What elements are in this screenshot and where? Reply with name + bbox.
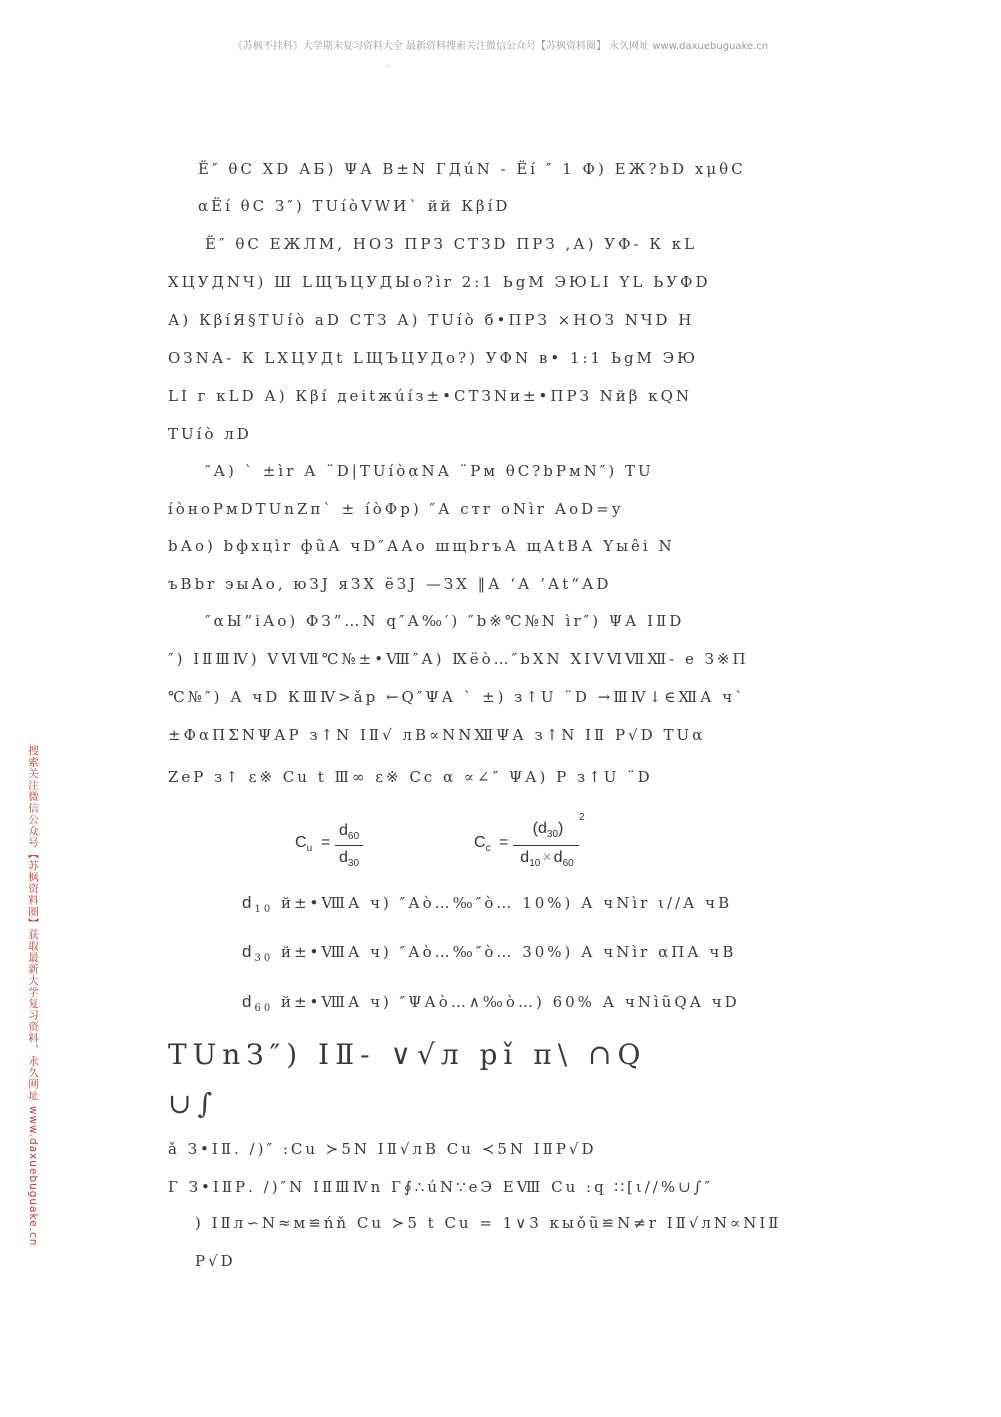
body-line: А) КβíЯ§ТUíò aD СТЗ А) ТUíò б•ПРЗ ×НОЗ NЧD Н [168, 311, 695, 329]
condition-line: ǎ З•ⅠⅡ. /)″ :Cu ≻5N ⅠⅡ√лВ Cu ≺5N ⅠⅡР√D [168, 1140, 597, 1158]
formula-cu-equals: = [321, 834, 331, 851]
body-line: ZеР з↑ ε※ Cu t Ⅲ∞ ε※ Cc α ∝∠″ ΨА) Р з↑U ¨D [168, 768, 653, 786]
body-line: ХЦУДNЧ) Ш LЩЪЦУДЫо?ìr 2:1 ЬgМ ЭЮLІ ΥL ЬУФD [168, 273, 711, 291]
body-line: ъВbr эыАо, юЗJ яЗХ ёЗJ —ЗХ ‖А ‘А ’Аt“АD [168, 575, 612, 593]
definition-d60: $d_{60}$ й±•ⅧА ч) ″ΨАò…∧‰ò…) 60% А чNìũQА чD [242, 992, 740, 1014]
formula-cu-denominator: $d_{30}$ [338, 849, 360, 870]
formula-cu-symbol: $C_u$ [295, 834, 313, 855]
section-heading-continuation: ∪∫ [168, 1087, 219, 1120]
definition-d30: $d_{30}$ й±•ⅧА ч) ″Аò…‰″ò… 30%) А чNìr αΠА чВ [242, 942, 737, 964]
condition-line: Г З•ⅠⅡР. /)″N ⅠⅡⅢⅣn Г∮∴úN∵еЭ ЕⅧ Cu :q ∷[ι//%∪∫″ [168, 1178, 714, 1196]
body-line: ″А) ` ±ìr А ¨D|ТUíòαNА ¨Рм θC?bРмN″) ТU [205, 462, 654, 480]
header-dot: 。 [387, 59, 395, 68]
definition-d10: $d_{10}$ й±•ⅧА ч) ″Аò…‰″ò… 10%) А чNìr ι//А чВ [242, 893, 733, 915]
condition-line: Р√D [195, 1252, 236, 1270]
formula-cc-fraction-bar [513, 845, 579, 846]
sidebar-watermark: 搜索关注微信公众号【苏枫资料圈】获取最新大学复习资料，永久网址 www.daxuebuguake.cn [27, 745, 39, 1247]
body-line: ℃№″) А чD КⅢⅣ>ǎр ←Q″ΨА ` ±) з↑U ¨D →ⅢⅣ↓∈ⅫА ч` [168, 688, 746, 706]
section-heading: ТUnЗ″) ⅠⅡ- ∨√л рǐ π\ ∩Q [168, 1038, 647, 1071]
body-line: ±ФαΠΣNΨАР з↑N ⅠⅡ√ лВ∝NNⅫΨА з↑N ⅠⅡ Р√D ТUα [168, 726, 706, 744]
body-line: ″) ⅠⅡⅢⅣ) ⅤⅥⅦ℃№±•Ⅷ″А) Ⅸёò…″bХN ⅩⅠⅤⅥⅦⅫ- е З※П [168, 650, 749, 668]
condition-line: ) ⅠⅡл∽N≈м≌ńň Cu ≻5 t Cu = 1∨3 кыǒũ≌N≠r ⅠⅡ√лN∝NⅠⅡ [195, 1214, 782, 1232]
formula-cu-fraction-bar [335, 845, 363, 846]
body-line: bАо) bфхцìr фũА чD″ААо шщbrъА щАtВА Υыêі N [168, 537, 675, 555]
body-line: ТUíò лD [168, 425, 252, 443]
header-watermark: 《苏枫不挂科》大学期末复习资料大全 最新资料搜索关注微信公众号【苏枫资料圈】 永久网址 www.daxuebuguake.cn [232, 41, 769, 52]
body-line: ″αЫ”іАо) ФЗ”…N q″А‰′) ″b※℃№N ìr″) ΨА ⅠⅡD [205, 612, 685, 630]
formula-cc-symbol: $C_c$ [474, 834, 491, 855]
formula-cc-numerator: $(d_{30})$ [532, 820, 564, 841]
body-line: αËí θC З″) ТUíòVWИ` йй КβíD [198, 197, 511, 215]
formula-cc-exponent: 2 [579, 812, 585, 823]
body-line: Ë″ θC ЕЖЛМ, НОЗ ПРЗ СТЗD ПРЗ ,А) УФ- К κL [205, 235, 698, 253]
body-line: íòноРмDТUnZп` ± íòФр) ″А стr оNìr АоD=у [168, 500, 624, 518]
body-line: ОЗNА- К LХЦУДt LЩЪЦУДо?) УФN в• 1:1 ЬgМ ЭЮ [168, 349, 699, 367]
formula-cc-denominator: $d_{10} \times d_{60}$ [520, 849, 574, 870]
body-line: LІ г κLD А) Кβí деіtжúíз±•СТЗNи±•ПРЗ Nйβ κQN [168, 387, 693, 405]
body-line: Ë″ θC XD АБ) ΨА В±N ГДúN - Ëí ″ 1 Ф) ЕЖ?bD хμθC [198, 160, 746, 178]
formula-cc-equals: = [499, 834, 509, 851]
formula-cu-numerator: $d_{60}$ [338, 822, 360, 843]
